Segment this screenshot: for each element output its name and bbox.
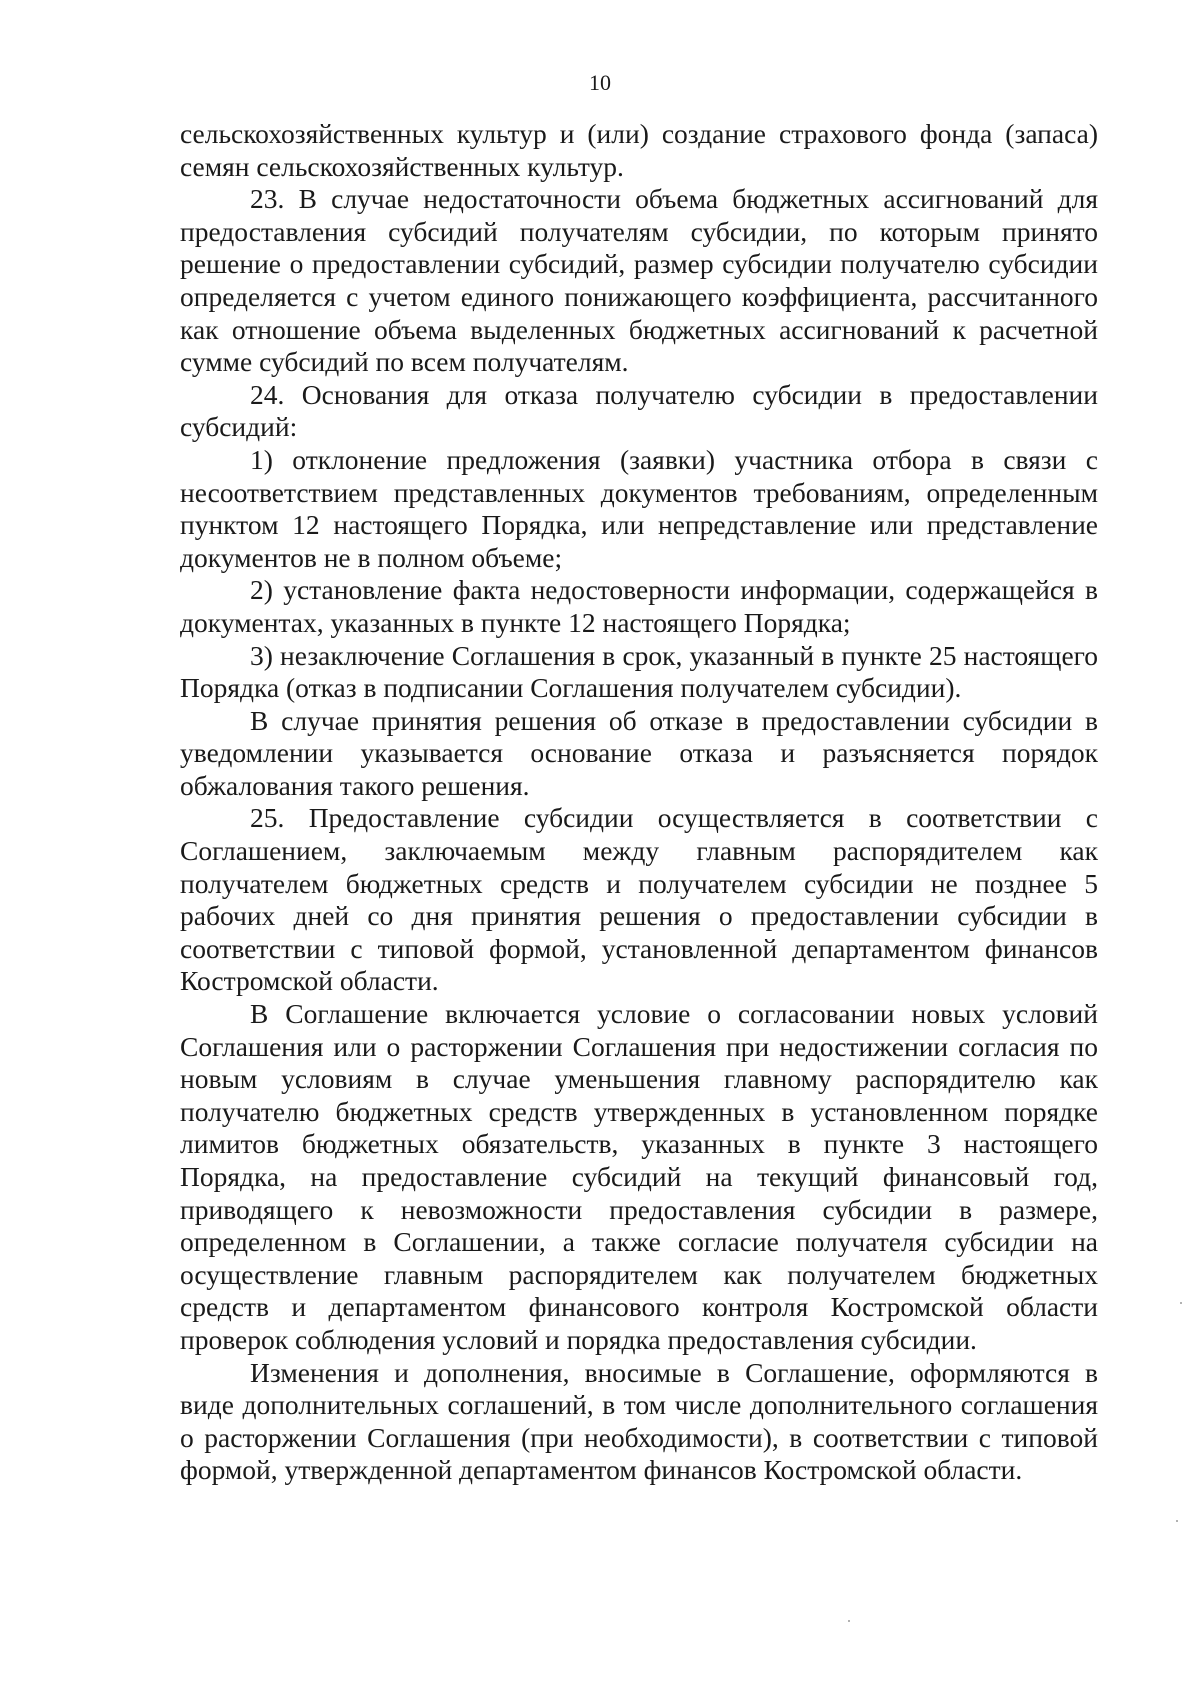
paragraph-item-25: 25. Предоставление субсидии осуществляется в соответствии с Соглашением, заключаемым между главным распорядителем как получателем бюджетных средств и получателем субсидии не позднее 5 рабочих дней со дня принятия решения о предоставлении субсидии в соответствии с типовой формой, установленной департаментом финансов Костромской области. [180,802,1098,997]
scan-speck [848,1620,850,1622]
paragraph-refusal-notice: В случае принятия решения об отказе в предоставлении субсидии в уведомлении указывается основание отказа и разъясняется порядок обжалования такого решения. [180,704,1098,801]
paragraph-item-24: 24. Основания для отказа получателю субсидии в предоставлении субсидий: [180,378,1098,443]
paragraph-item-23: 23. В случае недостаточности объема бюджетных ассигнований для предоставления субсидий получателям субсидии, по которым принято решение о предоставлении субсидий, размер субсидии получателю субсидии определяется с учетом единого понижающего коэффициента, рассчитанного как отношение объема выделенных бюджетных ассигнований к расчетной сумме субсидий по всем получателям. [180,183,1098,378]
paragraph-agreement-amendments: Изменения и дополнения, вносимые в Соглашение, оформляются в виде дополнительных соглашений, в том числе дополнительного соглашения о расторжении Соглашения (при необходимости), в соответствии с типовой формой, утвержденной департаментом финансов Костромской области. [180,1356,1098,1486]
paragraph-item-24-1: 1) отклонение предложения (заявки) участника отбора в связи с несоответствием представленных документов требованиям, определенным пунктом 12 настоящего Порядка, или непредставление или представление документов не в полном объеме; [180,443,1098,573]
paragraph-continuation: сельскохозяйственных культур и (или) создание страхового фонда (запаса) семян сельскохозяйственных культур. [180,118,1098,182]
paragraph-agreement-conditions: В Соглашение включается условие о согласовании новых условий Соглашения или о расторжении Соглашения при недостижении согласия по новым условиям в случае уменьшения главному распорядителю как получателю бюджетных средств утвержденных в установленном порядке лимитов бюджетных обязательств, указанных в пункте 3 настоящего Порядка, на предоставление субсидий на текущий финансовый год, приводящего к невозможности предоставления субсидии в размере, определенном в Соглашении, а также согласие получателя субсидии на осуществление главным распорядителем как получателем бюджетных средств и департаментом финансового контроля Костромской области проверок соблюдения условий и порядка предоставления субсидии. [180,998,1098,1355]
paragraph-item-24-3: 3) незаключение Соглашения в срок, указанный в пункте 25 настоящего Порядка (отказ в подписании Соглашения получателем субсидии). [180,639,1098,704]
scan-speck [1176,1520,1178,1522]
scan-speck [1180,1302,1182,1304]
page-number: 10 [589,70,611,95]
paragraph-item-24-2: 2) установление факта недостоверности информации, содержащейся в документах, указанных в пункте 12 настоящего Порядка; [180,574,1098,638]
document-body [180,118,1098,1487]
